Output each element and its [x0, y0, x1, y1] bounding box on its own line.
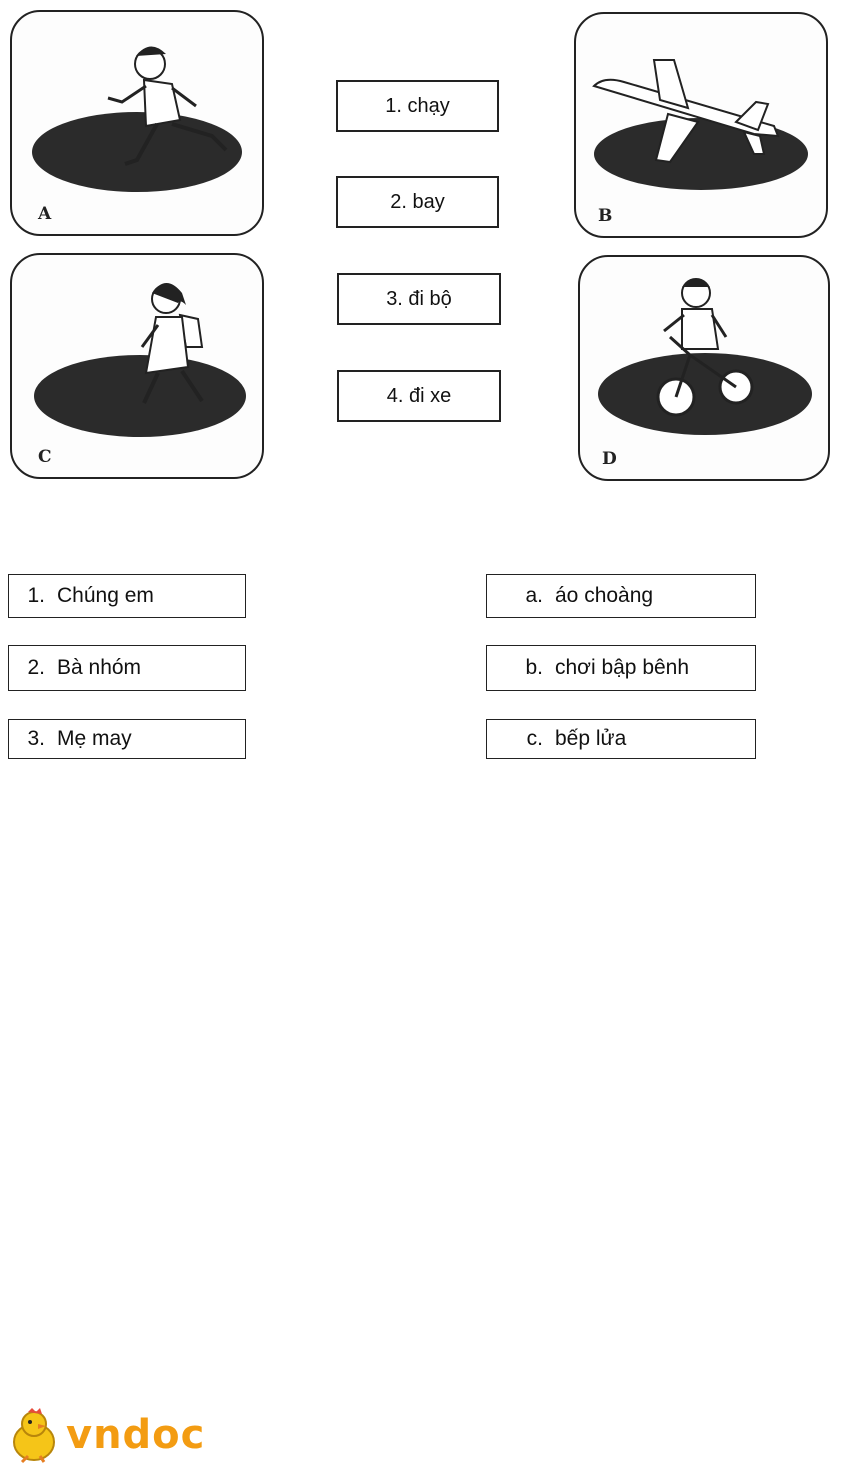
item-number: 3.: [27, 727, 45, 750]
item-text: chơi bập bênh: [555, 656, 690, 679]
picture-d-cycling: [578, 255, 830, 481]
item-text: Bà nhóm: [57, 656, 142, 679]
verb-box-bay[interactable]: 2. bay: [336, 176, 499, 228]
logo-wordmark: vndoc: [66, 1412, 206, 1458]
picture-letter: B: [598, 206, 613, 226]
item-letter: b.: [525, 656, 543, 679]
cycling-boy-illustration: [580, 257, 828, 479]
match-right-item[interactable]: [486, 719, 756, 759]
item-letter: a.: [525, 584, 543, 607]
item-text: bếp lửa: [555, 727, 627, 750]
match-right-item[interactable]: [486, 645, 756, 691]
item-text: Chúng em: [57, 584, 154, 607]
picture-letter: C: [38, 447, 52, 467]
picture-letter: A: [38, 204, 52, 224]
item-letter: c.: [526, 727, 543, 750]
item-text: Mẹ may: [57, 727, 132, 750]
chick-mascot-icon: [8, 1408, 62, 1464]
item-number: 1.: [27, 584, 45, 607]
verb-box-di-bo[interactable]: 3. đi bộ: [337, 273, 501, 325]
picture-a-running: [10, 10, 264, 236]
picture-b-airplane: [574, 12, 828, 238]
picture-c-walking: [10, 253, 264, 479]
item-number: 2.: [27, 656, 45, 679]
picture-letter: D: [602, 449, 617, 469]
airplane-illustration: [576, 14, 826, 236]
match-right-item[interactable]: [486, 574, 756, 618]
match-left-item[interactable]: [8, 574, 246, 618]
item-text: áo choàng: [555, 584, 654, 607]
running-boy-illustration: [12, 12, 262, 234]
verb-box-chay[interactable]: 1. chạy: [336, 80, 499, 132]
verb-box-di-xe[interactable]: 4. đi xe: [337, 370, 501, 422]
vndoc-logo[interactable]: [8, 1408, 228, 1464]
match-left-item[interactable]: [8, 719, 246, 759]
match-left-item[interactable]: [8, 645, 246, 691]
walking-girl-illustration: [12, 255, 262, 477]
